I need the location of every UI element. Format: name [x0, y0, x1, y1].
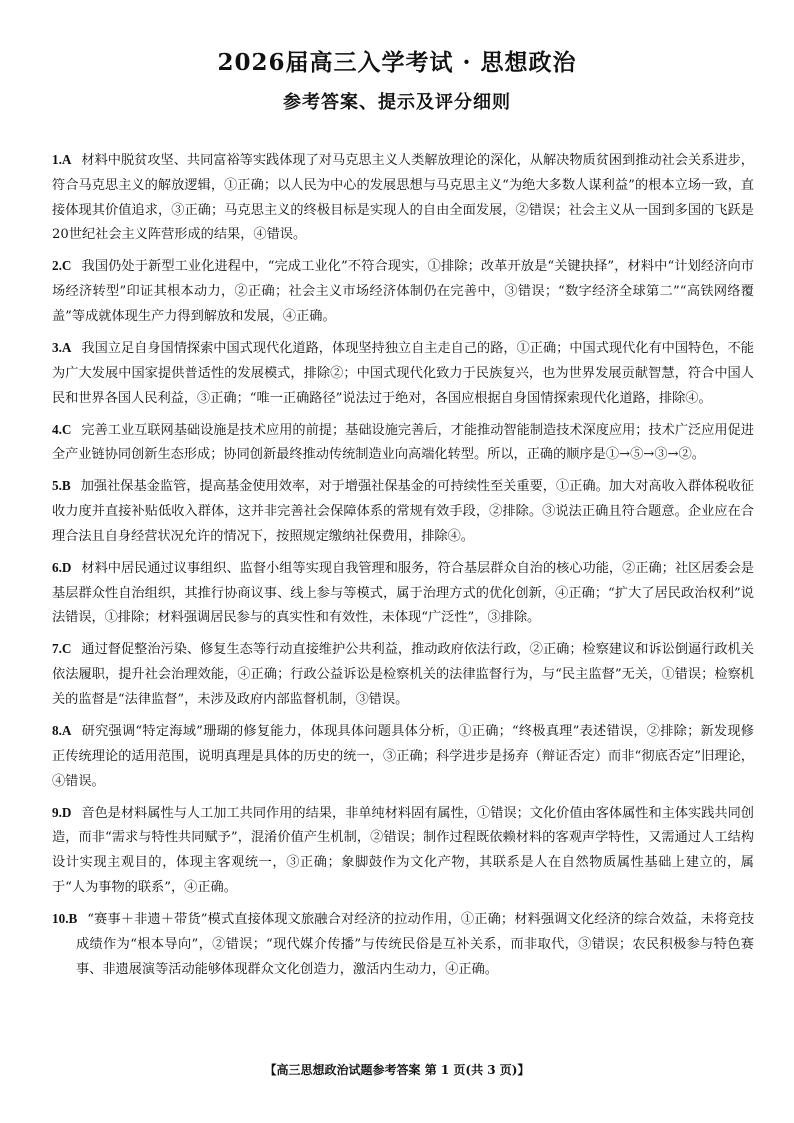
answer-item-5 — [52, 474, 754, 549]
answer-text: 通过督促整治污染、修复生态等行动直接维护公共利益，推动政府依法行政，②正确；检察建议和诉讼倒逼行政机关依法履职，提升社会治理效能，④正确；行政公益诉讼是检察机关的法律监督行为，与“民主监督”无关，①错误；检察机关的监督是“法律监督”，未涉及政府内部监督机制，③错误。 — [52, 642, 754, 708]
page-footer: 【高三思想政治试题参考答案 第 1 页(共 3 页)】 — [264, 1063, 530, 1077]
answer-text: 材料中居民通过议事组织、监督小组等实现自我管理和服务，符合基层群众自治的核心功能，②正确；社区居委会是基层群众性自治组织，其推行协商议事、线上参与等模式，属于治理方式的优化创新，④正确；“扩大了居民政治权利”说法错误，①排除；材料强调居民参与的真实性和有效性，未体现“广泛性”，③排除。 — [52, 560, 754, 626]
answer-text: 加强社保基金监管，提高基金使用效率，对于增强社保基金的可持续性至关重要，①正确。加大对高收入群体税收征收力度并直接补贴低收入群体，这并非完善社会保障体系的常规有效手段，②排除。③说法正确且符合题意。企业应在合理合法且自身经营状况允许的情况下，按照规定缴纳社保费用，排除④。 — [52, 479, 754, 544]
answer-text: 完善工业互联网基础设施是技术应用的前提；基础设施完善后，才能推动智能制造技术深度应用；技术广泛应用促进全产业链协同创新生态形成；协同创新最终推动传统制造业向高端化转型。所以，正确的顺序是①→⑤→③→②。 — [52, 422, 754, 463]
page-subtitle: 参考答案、提示及评分细则 — [283, 92, 511, 113]
answer-item-1 — [52, 148, 754, 248]
answer-item-3 — [52, 336, 754, 411]
answer-number: 1.A — [52, 152, 72, 167]
answer-number: 8.A — [52, 723, 72, 739]
answer-item-10 — [52, 907, 754, 982]
answer-number: 10.B — [52, 911, 78, 926]
answer-item-4 — [52, 418, 754, 469]
answer-number: 7.C — [52, 641, 72, 657]
answer-list — [52, 148, 754, 989]
answer-item-6 — [52, 556, 754, 631]
answer-item-7 — [52, 637, 754, 712]
answer-text: “赛事＋非遗＋带货”模式直接体现文旅融合对经济的拉动作用，①正确；材料强调文化经济的综合效益，未将竞技成绩作为“根本导向”，②错误；“现代媒介传播”与传统民俗是互补关系，而非取代，③错误；农民积极参与特色赛事、非遗展演等活动能够体现群众文化创造力，激活内生动力，④正确。 — [76, 912, 754, 977]
answer-item-2 — [52, 254, 754, 329]
answer-text: 我国立足自身国情探索中国式现代化道路，体现坚持独立自主走自己的路，①正确；中国式现代化有中国特色，不能为广大发展中国家提供普适性的发展模式，排除②；中国式现代化致力于民族复兴，也为世界发展贡献智慧，符合中国人民和世界各国人民利益，③正确；“唯一正确路径”说法过于绝对，各国应根据自身国情探索现代化道路，排除④。 — [52, 340, 754, 406]
answer-number: 9.D — [52, 804, 72, 820]
answer-number: 6.D — [52, 559, 72, 575]
answer-item-8 — [52, 719, 754, 794]
answer-number: 4.C — [52, 421, 72, 437]
answer-number: 2.C — [52, 258, 72, 274]
answer-text: 我国仍处于新型工业化进程中，“完成工业化”不符合现实，①排除；改革开放是“关键抉择”，材料中“计划经济向市场经济转型”印证其根本动力，②正确；社会主义市场经济体制仍在完善中，③错误；“数字经济全球第二”“高铁网络覆盖”等成就体现生产力得到解放和发展，④正确。 — [52, 259, 754, 324]
page-title: 2026届高三入学考试 · 思想政治 — [217, 49, 577, 76]
answer-text: 材料中脱贫攻坚、共同富裕等实践体现了对马克思主义人类解放理论的深化，从解决物质贫困到推动社会关系进步，符合马克思主义的解放逻辑，①正确；以人民为中心的发展思想与马克思主义“为绝大多数人谋利益”的根本立场一致，直接体现其价值追求，③正确；马克思主义的终极目标是实现人的自由全面发展，②错误；社会主义从一国到多国的飞跃是20世纪社会主义阵营形成的结果，④错误。 — [52, 153, 754, 243]
answer-text: 研究强调“特定海域”珊瑚的修复能力，体现具体问题具体分析，①正确；“终极真理”表述错误，②排除；新发现修正传统理论的适用范围，说明真理是具体的历史的统一，③正确；科学进步是扬弃（辩证否定）而非“彻底否定”旧理论，④错误。 — [52, 724, 754, 789]
answer-number: 5.B — [52, 478, 71, 494]
answer-item-9 — [52, 801, 754, 901]
answer-text: 音色是材料属性与人工加工共同作用的结果，非单纯材料固有属性，①错误；文化价值由客体属性和主体实践共同创造，而非“需求与特性共同赋予”，混淆价值产生机制，②错误；制作过程既依赖材料的客观声学特性，又需通过人工结构设计实现主观目的，体现主客观统一，③正确；象脚鼓作为文化产物，其联系是人在自然物质属性基础上建立的，属于“人为事物的联系”，④正确。 — [52, 805, 754, 896]
answer-number: 3.A — [52, 339, 72, 355]
